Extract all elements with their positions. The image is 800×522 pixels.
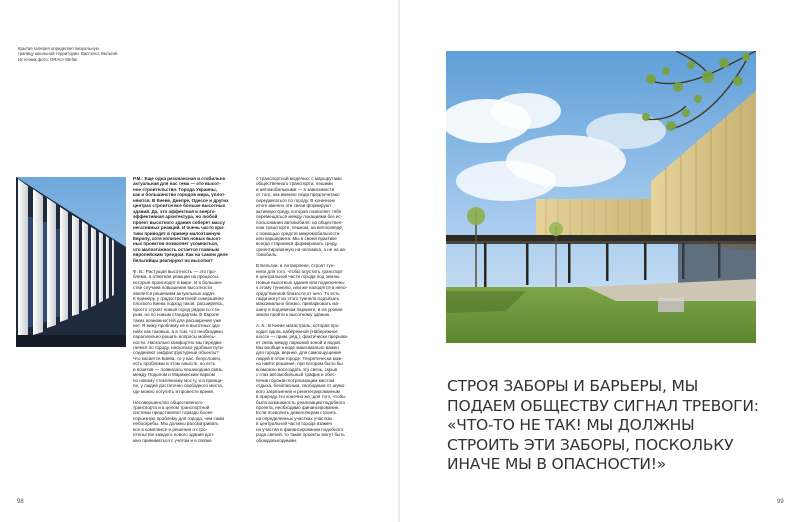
text-line: и позитив — появилась пешеходная связь [133, 366, 223, 372]
text-line: рода связей, то такие проекты могут быть [256, 432, 345, 438]
text-line: Р.М.: Еще одна резонансная и стабильно [133, 176, 226, 181]
text-line: просто строят новый город рядом со ста- [133, 306, 221, 312]
text-line: обоюдовыгодными. [256, 437, 298, 443]
text-line: системы представляет гораздо более [133, 410, 213, 416]
text-line: вого загрязнения и реинтегрированным [256, 388, 340, 394]
text-line: с помощью средств микромобильности [256, 230, 340, 236]
text-line: центрах строится все больше высотных [133, 203, 226, 209]
text-line: Европу, хотя количество новых высот- [133, 235, 222, 241]
text-line: с транспортной моделью: с маршрутами [256, 176, 342, 181]
text-line: с глаз автомобильный трафик и обес- [256, 372, 337, 378]
text-line: нели для того, чтобы опустить транспорт [256, 268, 343, 274]
text-line: между Подолом и Мариинским парком [133, 372, 215, 378]
text-line: что малоэтажность остается главным [133, 246, 220, 252]
text-line: Что касается Киева, то у вас, безусловно, [133, 355, 222, 361]
text-line: ном транспорте, пешком, на велосипеде, [256, 225, 344, 231]
text-line: эффективная архитектура, но любой [133, 214, 218, 220]
text-line: пе, у людей достаточно свободного места, [133, 383, 224, 389]
text-line: негативных реакций. И очень часто кри- [133, 225, 225, 231]
text-line: ности. Насколько комфортно мы передви- [133, 339, 223, 345]
text-line: ориентированную на человека, а не на ав- [256, 246, 347, 252]
text-line: в центральной части города взамен [256, 421, 332, 427]
text-line: максимально близко, припарковать ма- [256, 301, 340, 307]
text-line: ительстве каждого нового здания дол- [133, 432, 215, 438]
text-line: гаемся по городу, насколько удобные пути [133, 345, 223, 351]
text-line: к этому туннелю, или же находятся в непо- [256, 285, 348, 291]
text-line: европейским трендом. Как на самом деле [133, 252, 228, 258]
text-line: серьезную проблему для города, чем сами [133, 415, 225, 421]
text-line: передвигаться по городу. В конечном [256, 197, 335, 203]
text-line: отдыха, безопасным, свободным от шумо- [256, 383, 346, 389]
text-line: нет. Я вижу проблему не в высотных зда- [133, 323, 221, 329]
text-line: К примеру, у градостроителей совершенно [133, 295, 224, 301]
text-line: небоскребы. Мы должны рассматривать [133, 421, 219, 427]
text-line: блема, а ответная реакция на процессы, [133, 274, 220, 280]
quote-line: «ЧТО-ТО НЕ ТАК! МЫ ДОЛЖНЫ [447, 416, 695, 434]
text-line: или каршеринга. Мы в своей практике [256, 235, 337, 241]
text-line: и автомобильными — в зависимости [256, 186, 335, 192]
text-line: рым, но по новым стандартам. В Европе [133, 312, 220, 318]
quote-line: СТРОИТЬ ЭТИ ЗАБОРЫ, ПОСКОЛЬКУ [447, 435, 734, 454]
caption-line: Источник фото: GRAU+Stefan [18, 56, 78, 62]
text-line: всегда стараемся формировать среду, [256, 241, 338, 247]
text-line: средственной близости от него. То есть [256, 290, 340, 296]
text-line: транспорта и в целом транспортной [133, 405, 210, 410]
text-line: перемещаться между локациями без ис- [256, 214, 343, 220]
text-line: активную среду, которая позволяет тебе [256, 208, 342, 214]
text-line: люди могут из этого туннеля подъехать [256, 295, 340, 301]
text-line: таких возможностей для расширения уже [133, 317, 222, 323]
page-number-right: 99 [777, 499, 784, 505]
text-line: шину в подземном паркинге, и на уровне [256, 306, 343, 312]
quote-line: ИНАЧЕ МЫ В ОПАСНОСТИ!» [447, 455, 667, 473]
text-line: Несовершенство общественного [133, 399, 203, 405]
text-line: Если позволить девелоперам строить [256, 410, 337, 416]
text-line: ниях как таковых, а в том, что необходимо [133, 328, 223, 334]
quote-line: СТРОЯ ЗАБОРЫ И БАРЬЕРЫ, МЫ [447, 377, 699, 395]
facade-photo [16, 177, 126, 347]
text-line: по новому стеклянному мосту, и в принци- [133, 377, 223, 383]
text-line: тики приводят в пример малоэтажную [133, 230, 221, 236]
text-line: на участие в финансировании подобного [256, 426, 344, 432]
text-line: плоского Киева подход таков: расширяясь, [133, 301, 224, 307]
text-line: но найти решение, при котором было бы [256, 361, 343, 367]
text-line: жно приниматься с учетом и в связке [133, 437, 212, 443]
text-line: как и большинство городов мира, уплот- [133, 192, 226, 198]
text-line: А. К.: В Киеве магистраль, которая про- [256, 323, 340, 329]
text-line: печив горожан потрясающим местом [256, 377, 335, 383]
text-column-1 [133, 176, 251, 443]
text-line: все в комплексе и решения о стро- [133, 426, 208, 432]
text-line: была возможность реализации подобного [256, 399, 346, 405]
text-line: пользования автомобиля: на обществен- [256, 219, 343, 225]
text-line: в центральной части города под землю. [256, 274, 341, 280]
text-line: бельгийцы реагируют на высотки? [133, 257, 213, 263]
text-line: где можно погулять и провести время. [133, 388, 215, 394]
text-line: Мы вообще к воде максимально важен [256, 345, 339, 351]
text-line: людей в этом городе. Теоретически мож- [256, 355, 343, 361]
text-line: ное строительство. Города Украины, [133, 186, 217, 192]
text-line: общественного транспорта, пешими [256, 181, 333, 187]
text-line: актуальная для нас тема — это высот- [133, 181, 221, 187]
text-line: параллельно решать вопросы мобиль- [133, 334, 216, 340]
facade-photo-image [16, 177, 126, 347]
text-line: ных проектов позволяет усомниться, [133, 241, 219, 247]
text-line: Новые высотные здания или подключены [256, 279, 345, 285]
text-line: шоссе — прим. ред.), фактически прерыва- [256, 334, 349, 340]
text-line: соединяют инфраструктурные объекты? [133, 350, 219, 356]
text-line: на определенных участках участках [256, 415, 333, 421]
text-line: томобиль. [256, 252, 278, 258]
quote-line: ПОДАЕМ ОБЩЕСТВУ СИГНАЛ ТРЕВОГИ: [447, 396, 759, 415]
text-line: в природу. Но конечно же, для того, чтобы [256, 394, 346, 400]
text-line: для города, вернее, для самоощущения [256, 350, 342, 356]
caption-line: границу школьной территории. Бассельт, Бельгия. [18, 51, 119, 57]
text-line: В Бельгии, в Антверпене, строят тун- [256, 263, 335, 269]
text-line: является решением актуальных задач. [133, 290, 216, 296]
text-line: которые происходят в мире. И в большин- [133, 279, 223, 285]
pull-quote [447, 377, 787, 475]
school-gallery-photo-image [446, 51, 756, 343]
text-line: земли пройти к высотному зданию. [256, 312, 331, 318]
text-line: ет связь между парковой зоной и водой. [256, 339, 342, 345]
text-line: зданий. Да, это эффектная и энерго- [133, 208, 216, 214]
text-line: няются. В Киеве, Днепре, Одессе и других [133, 197, 229, 203]
text-line: стве случаев повышение высотности [133, 285, 212, 291]
text-line: итоге именно эти связи формируют [256, 203, 332, 209]
photo-caption [18, 46, 128, 62]
school-gallery-photo [446, 51, 756, 343]
text-line: ходит вдоль набережной (Набережное [256, 328, 338, 334]
text-line: есть проблемы в этом смысле, но есть [133, 361, 216, 367]
text-line: Ф. В.: Растущая высотность — это про- [133, 268, 217, 274]
caption-line: Крытая галерея определяет визуальную [18, 46, 99, 51]
text-line: проекта, необходимо финансирование. [256, 405, 340, 410]
page-number-left: 98 [17, 499, 24, 505]
text-column-2 [256, 176, 374, 443]
text-line: возможно воссоздать эту связь, скрыв [256, 366, 338, 372]
text-line: от того, как именно люди предпочитают [256, 192, 341, 198]
text-line: проект высотного здания соберет массу [133, 219, 226, 225]
